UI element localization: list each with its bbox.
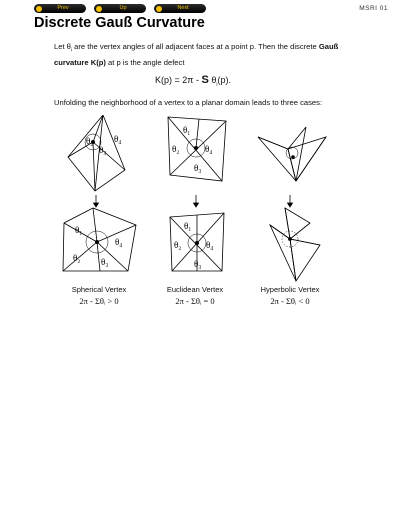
theta-3-label: θ₃ bbox=[194, 163, 202, 173]
up-arrow-icon bbox=[96, 6, 102, 12]
theta-4-label: θ₄ bbox=[205, 144, 213, 154]
theta-2-label: θ₂ bbox=[73, 253, 81, 263]
next-button[interactable]: Next bbox=[154, 4, 206, 13]
theta-3-label: θ₃ bbox=[99, 145, 107, 155]
prev-button[interactable]: Prev bbox=[34, 4, 86, 13]
unfolding-paragraph: Unfolding the neighborhood of a vertex to a planar domain leads to three cases: bbox=[54, 98, 323, 107]
theta-3-label: θ₃ bbox=[194, 259, 202, 269]
right-arrow-icon bbox=[156, 6, 162, 12]
euclidean-folded-diagram bbox=[168, 117, 226, 181]
hyperbolic-vertex-caption: Hyperbolic Vertex bbox=[260, 285, 320, 294]
theta-1-label: θ₁ bbox=[75, 225, 83, 235]
definition-paragraph: Let $\theta_i$ are the vertex angles of all adjacent faces at a point p. Then the discrete Gauß curvature K(p) at p is the angle defect bbox=[54, 42, 339, 67]
down-arrow-icon bbox=[194, 195, 199, 207]
spherical-folded-diagram bbox=[68, 115, 125, 191]
euclidean-unfolded-diagram bbox=[170, 213, 224, 271]
theta-4-label: θ₄ bbox=[206, 240, 214, 250]
spherical-vertex-caption: Spherical Vertex bbox=[71, 285, 127, 294]
nav-bar bbox=[34, 4, 206, 13]
up-button[interactable]: Up bbox=[94, 4, 146, 13]
theta-2-label: θ₂ bbox=[86, 136, 94, 146]
page-title: Discrete Gauß Curvature bbox=[34, 15, 205, 31]
spherical-unfolded-diagram bbox=[63, 208, 136, 271]
theta-2-label: θ₂ bbox=[172, 144, 180, 154]
theta-4-label: θ₄ bbox=[114, 134, 122, 144]
theta-4-label: θ₄ bbox=[115, 237, 123, 247]
curvature-formula: K(p) = 2π - S $\theta_i(p)$. bbox=[155, 74, 231, 88]
theta-2-label: θ₂ bbox=[174, 240, 182, 250]
spherical-formula: 2π - Σθᵢ > 0 bbox=[79, 296, 119, 306]
page-id: MSRI 01 bbox=[359, 5, 388, 12]
left-arrow-icon bbox=[36, 6, 42, 12]
theta-1-label: θ₁ bbox=[183, 125, 191, 135]
vertex-diagrams bbox=[0, 115, 400, 290]
theta-1-label: θ₁ bbox=[184, 221, 192, 231]
down-arrow-icon bbox=[288, 195, 293, 207]
euclidean-formula: 2π - Σθᵢ = 0 bbox=[175, 296, 215, 306]
euclidean-vertex-caption: Euclidean Vertex bbox=[166, 285, 224, 294]
hyperbolic-folded-diagram bbox=[258, 127, 326, 181]
theta-3-label: θ₃ bbox=[101, 257, 109, 267]
hyperbolic-unfolded-diagram bbox=[270, 208, 320, 281]
down-arrow-icon bbox=[94, 195, 99, 207]
hyperbolic-formula: 2π - Σθᵢ < 0 bbox=[270, 296, 310, 306]
